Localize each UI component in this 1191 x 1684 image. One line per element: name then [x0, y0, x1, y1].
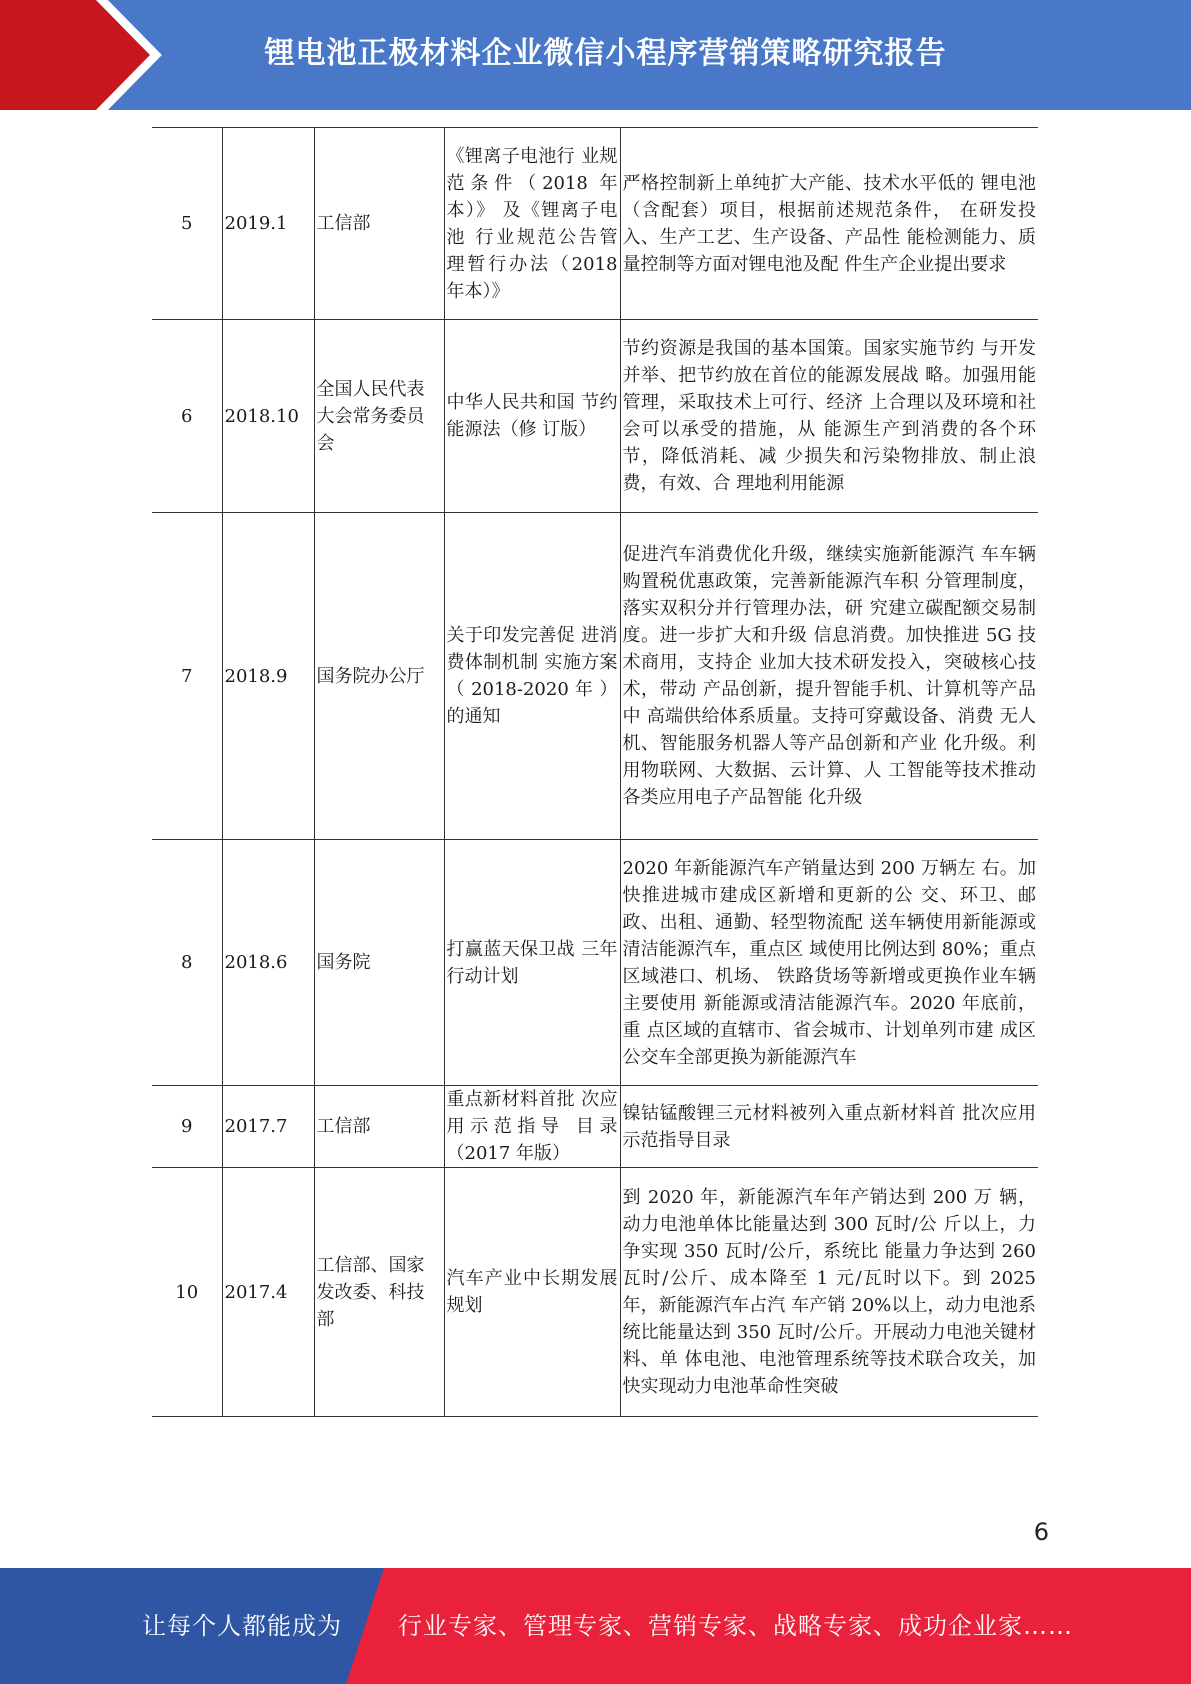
- table-row: [152, 1086, 1038, 1168]
- row-date: 2018.9: [222, 513, 314, 840]
- table-row: [152, 513, 1038, 840]
- row-number: 5: [152, 128, 222, 320]
- row-document: 中华人民共和国 节约能源法（修 订版）: [444, 320, 620, 513]
- row-date: 2018.6: [222, 840, 314, 1086]
- page-footer: [0, 1568, 1191, 1684]
- row-number: 9: [152, 1086, 222, 1168]
- row-content: 促进汽车消费优化升级，继续实施新能源汽 车车辆购置税优惠政策，完善新能源汽车积 分管理制度，落实双积分并行管理办法，研 究建立碳配额交易制度。进一步扩大和升级 信息消费。加快推进 5G 技术商用，支持企 业加大技术研发投入，突破核心技术，带动 产品创新，提升智能手机、计算机等产品中 高端供给体系质量。支持可穿戴设备、消费 无人机、智能服务机器人等产品创新和产业 化升级。利用物联网、大数据、云计算、人 工智能等技术推动各类应用电子产品智能 化升级: [620, 513, 1038, 840]
- page-header: [0, 0, 1191, 110]
- table-row: [152, 1168, 1038, 1417]
- table-row: [152, 840, 1038, 1086]
- row-date: 2017.4: [222, 1168, 314, 1417]
- row-document: 《锂离子电池行 业规范条件（2018 年本）》 及《锂离子电池 行业规范公告管 理暂行办法（2018 年本）》: [444, 128, 620, 320]
- row-number: 6: [152, 320, 222, 513]
- footer-slogan-left: 让每个人都能成为: [142, 1612, 342, 1640]
- page-number: 6: [1033, 1518, 1049, 1546]
- row-content: 节约资源是我国的基本国策。国家实施节约 与开发并举、把节约放在首位的能源发展战 略。加强用能管理，采取技术上可行、经济 上合理以及环境和社会可以承受的措施，从 能源生产到消费的各个环节，降低消耗、减 少损失和污染物排放、制止浪费，有效、合 理地利用能源: [620, 320, 1038, 513]
- policy-table: [152, 127, 1038, 1417]
- row-number: 7: [152, 513, 222, 840]
- row-issuer: 国务院办公厅: [314, 513, 444, 840]
- row-document: 汽车产业中长期发展规划: [444, 1168, 620, 1417]
- row-issuer: 全国人民代表大会常务委员会: [314, 320, 444, 513]
- row-issuer: 国务院: [314, 840, 444, 1086]
- row-date: 2018.10: [222, 320, 314, 513]
- table-row: [152, 128, 1038, 320]
- row-issuer: 工信部、国家发改委、科技部: [314, 1168, 444, 1417]
- row-issuer: 工信部: [314, 128, 444, 320]
- row-content: 2020 年新能源汽车产销量达到 200 万辆左 右。加快推进城市建成区新增和更新的公 交、环卫、邮政、出租、通勤、轻型物流配 送车辆使用新能源或清洁能源汽车，重点区 域使用比例达到 80%；重点区域港口、机场、 铁路货场等新增或更换作业车辆主要使用 新能源或清洁能源汽车。2020 年底前，重 点区域的直辖市、省会城市、计划单列市建 成区公交车全部更换为新能源汽车: [620, 840, 1038, 1086]
- row-number: 8: [152, 840, 222, 1086]
- row-content: 镍钴锰酸锂三元材料被列入重点新材料首 批次应用示范指导目录: [620, 1086, 1038, 1168]
- row-issuer: 工信部: [314, 1086, 444, 1168]
- row-date: 2017.7: [222, 1086, 314, 1168]
- row-number: 10: [152, 1168, 222, 1417]
- row-document: 打赢蓝天保卫战 三年行动计划: [444, 840, 620, 1086]
- table-row: [152, 320, 1038, 513]
- row-document: 关于印发完善促 进消费体制机制 实施方案（ 2018-2020 年 ）的通知: [444, 513, 620, 840]
- row-content: 到 2020 年，新能源汽车年产销达到 200 万 辆，动力电池单体比能量达到 300 瓦时/公 斤以上，力争实现 350 瓦时/公斤，系统比 能量力争达到 260 瓦时/公斤、成本降至 1 元/瓦时以下。到 2025 年，新能源汽车占汽 车产销 20%以上，动力电池系统比能量达到 350 瓦时/公斤。开展动力电池关键材料、单 体电池、电池管理系统等技术联合攻关，加 快实现动力电池革命性突破: [620, 1168, 1038, 1417]
- document-title: 锂电池正极材料企业微信小程序营销策略研究报告: [264, 36, 947, 71]
- row-date: 2019.1: [222, 128, 314, 320]
- row-document: 重点新材料首批 次应用示范指导 目录（2017 年版）: [444, 1086, 620, 1168]
- row-content: 严格控制新上单纯扩大产能、技术水平低的 锂电池（含配套）项目，根据前述规范条件， 在研发投入、生产工艺、生产设备、产品性 能检测能力、质量控制等方面对锂电池及配 件生产企业提出要求: [620, 128, 1038, 320]
- footer-slogan-right: 行业专家、管理专家、营销专家、战略专家、成功企业家……: [398, 1612, 1073, 1640]
